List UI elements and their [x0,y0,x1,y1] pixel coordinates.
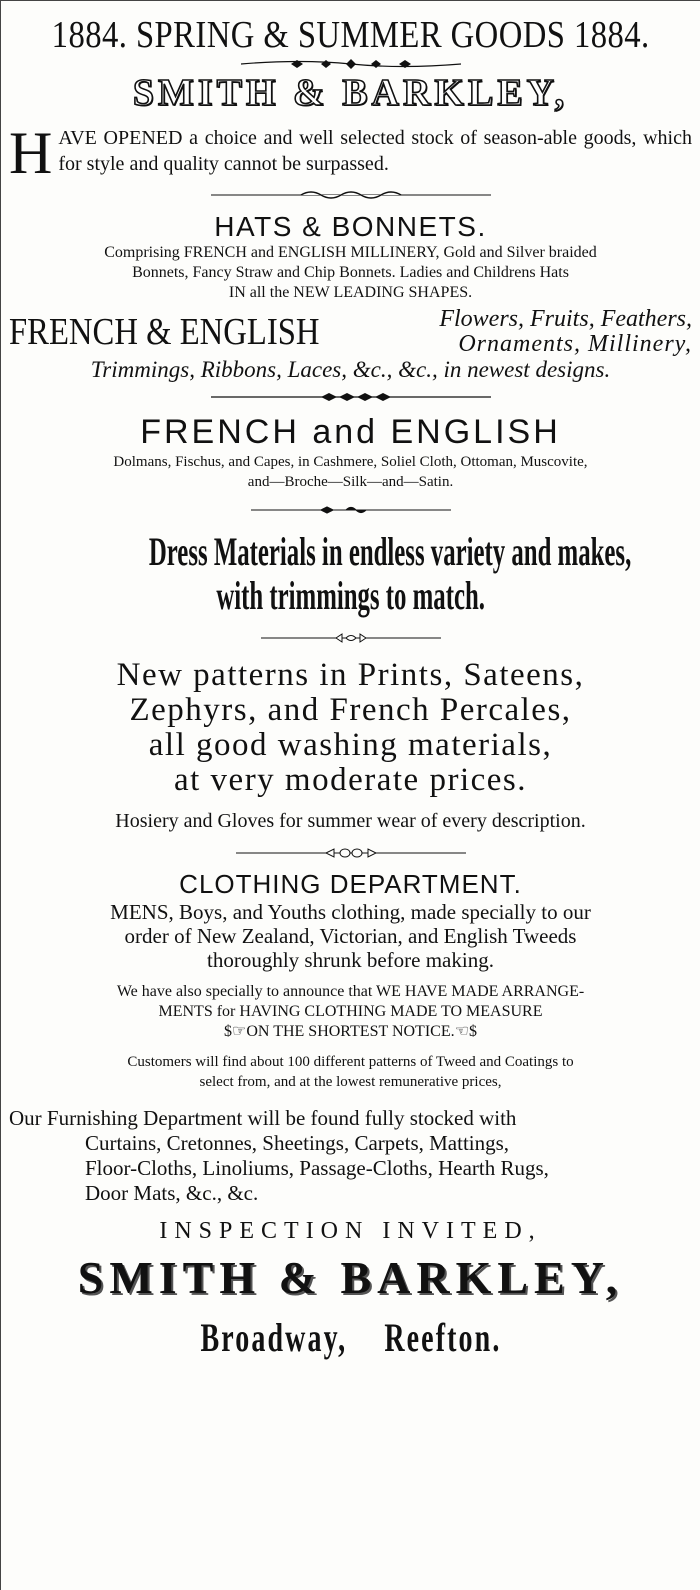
clothing-line: MENS, Boys, and Youths clothing, made specially to our [110,900,591,924]
flowers-list-line: Ornaments, Millinery, [458,331,692,357]
patterns-line: New patterns in Prints, Sateens, [116,657,585,693]
patterns-line: at very moderate prices. [173,762,527,798]
dollar-sign: $ [224,1023,233,1040]
furnishing-line: Floor-Cloths, Linoliums, Passage-Cloths, Hearth Rugs, [85,1156,549,1180]
hats-line: IN all the NEW LEADING SHAPES. [228,284,473,301]
hosiery-line: Hosiery and Gloves for summer wear of every description. [115,810,586,832]
inspection-invited: INSPECTION INVITED, [159,1218,542,1244]
announcement-line [1,1022,700,1042]
pointing-hand-right-icon: ☞ [232,1023,247,1040]
flowers-heading: FRENCH & ENGLISH [9,311,320,353]
flowers-list [348,307,692,357]
hats-heading: HATS & BONNETS. [214,211,487,242]
furnishing-block [9,1106,692,1206]
clothing-heading: CLOTHING DEPARTMENT. [179,869,522,899]
announcement-block [1,982,700,1042]
footer-firm-name: SMITH & BARKLEY, [77,1252,624,1303]
ornament-divider [236,847,466,859]
clothing-line: thoroughly shrunk before making. [207,948,494,972]
clothing-line: order of New Zealand, Victorian, and English Tweeds [124,924,577,948]
address: Broadway, Reefton. [200,1315,501,1360]
announcement-line: MENTS for HAVING CLOTHING MADE TO MEASURE [158,1003,543,1020]
announcement-line: We have also specially to announce that WE HAVE MADE ARRANGE- [116,983,585,1000]
headline: 1884. SPRING & SUMMER GOODS 1884. [51,14,650,56]
pointing-hand-left-icon: ☜ [454,1023,469,1040]
ornament-divider [211,189,491,201]
ornament-divider [251,504,451,516]
flowers-list-line: Flowers, Fruits, Feathers, [439,306,692,332]
ornament-divider [261,632,441,644]
notice-text: ON THE SHORTEST NOTICE. [246,1023,455,1040]
customers-line: Customers will find about 100 different patterns of Tweed and Coatings to [127,1054,574,1070]
ornament-divider [241,57,461,71]
dollar-sign: $ [468,1023,477,1040]
drop-cap: H [9,120,53,186]
flowers-block [1,307,700,357]
intro-text: AVE OPENED a choice and well selected stock of season-able goods, which for style and quality cannot be surpassed. [58,127,692,175]
patterns-block [1,658,700,798]
hats-line: Bonnets, Fancy Straw and Chip Bonnets. Ladies and Childrens Hats [132,264,569,281]
trimmings-line: Trimmings, Ribbons, Laces, &c., &c., in newest designs. [90,357,611,382]
furnishing-line: Door Mats, &c., &c. [85,1181,259,1205]
furnishing-line: Our Furnishing Department will be found fully stocked with [9,1106,517,1130]
ornament-divider [211,391,491,403]
dolmans-line: Dolmans, Fischus, and Capes, in Cashmere, Soliel Cloth, Ottoman, Muscovite, [113,454,588,470]
dress-line: Dress Materials in endless variety and makes, [148,529,632,574]
patterns-line: all good washing materials, [148,727,553,763]
hats-line: Comprising FRENCH and ENGLISH MILLINERY, Gold and Silver braided [104,244,597,261]
dolmans-heading: FRENCH and ENGLISH [140,413,561,451]
furnishing-line: Curtains, Cretonnes, Sheetings, Carpets, Mattings, [85,1131,510,1155]
dress-line: with trimmings to match. [216,573,485,618]
dolmans-line: and—Broche—Silk—and—Satin. [247,474,454,490]
intro-paragraph [9,120,692,186]
customers-line: select from, and at the lowest remunerative prices, [199,1074,502,1090]
firm-name: SMITH & BARKLEY, [132,72,569,114]
patterns-line: Zephyrs, and French Percales, [129,692,572,728]
